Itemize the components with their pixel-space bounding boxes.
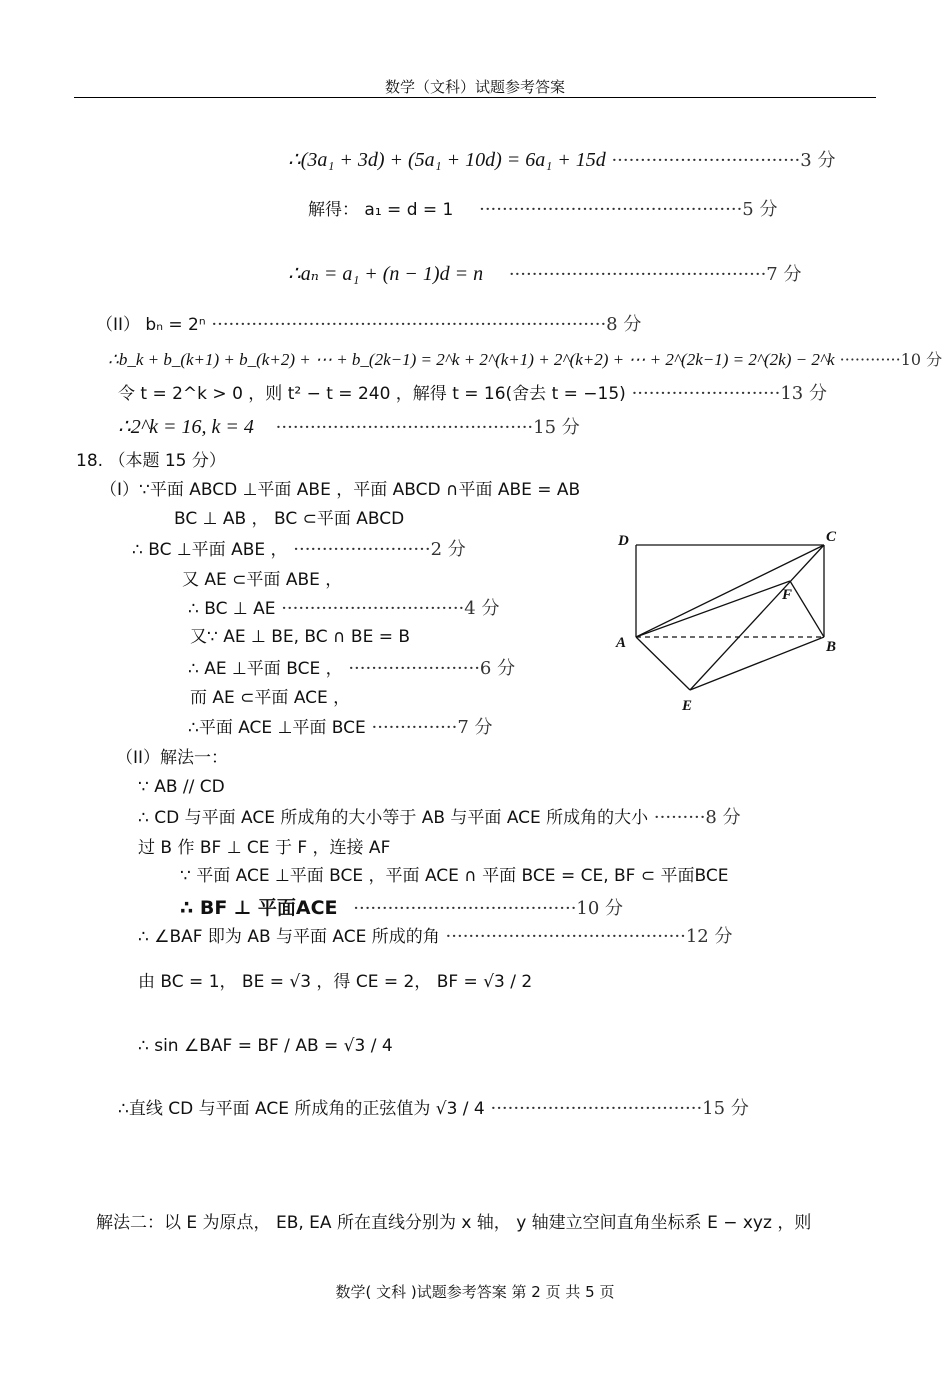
- line-14: [188, 657, 515, 681]
- part-ii-method-2: 解法二：以 E 为原点， EB, EA 所在直线分别为 x 轴， y 轴建立空间直角坐标系 E − xyz ，则: [96, 1213, 812, 1233]
- score-dots: ···············7 分: [371, 717, 493, 738]
- score-dots: ································4 分: [281, 598, 500, 619]
- score-dots: ··························13 分: [631, 383, 827, 404]
- line-23: [138, 925, 732, 949]
- part-i-premise: （I）∵平面 ABCD ⊥平面 ABE ，平面 ABCD ∩平面 ABE = AB: [100, 480, 581, 500]
- part-ii-bn: （II） bₙ = 2ⁿ: [96, 315, 206, 335]
- label-f: F: [782, 587, 793, 603]
- score-dots: ·············································15 分: [275, 417, 580, 438]
- score-dots: ··············································5 分: [479, 199, 778, 220]
- line-12: [188, 597, 499, 621]
- solve-result: 解得： a₁ = d = 1: [308, 200, 454, 220]
- line-21: [180, 864, 728, 888]
- edge-ae: [636, 637, 690, 690]
- edge-bf: [790, 581, 824, 637]
- plane-ace-perp-bce: ∴平面 ACE ⊥平面 BCE: [188, 718, 366, 738]
- line-9: [174, 507, 404, 531]
- line-24: [138, 970, 532, 994]
- line-10: [132, 538, 466, 562]
- line-8: [100, 478, 580, 502]
- line-16: [188, 716, 493, 740]
- eq-sum-terms: ∴(3a₁ + 3d) + (5a₁ + 10d) = 6a₁ + 15d: [288, 149, 606, 171]
- angle-equivalence: ∴ CD 与平面 ACE 所成角的大小等于 AB 与平面 ACE 所成角的大小: [138, 808, 649, 828]
- line-26: [118, 1097, 749, 1121]
- bc-perp-ae: ∴ BC ⊥ AE: [188, 599, 276, 619]
- line-20: [138, 836, 390, 860]
- construct-bf: 过 B 作 BF ⊥ CE 于 F ，连接 AF: [138, 838, 391, 858]
- problem-18-heading: 18. （本题 15 分）: [76, 451, 226, 471]
- line-15: [190, 686, 350, 710]
- label-e: E: [682, 698, 693, 714]
- length-computation: 由 BC = 1， BE = √3 ，得 CE = 2， BF = √3 / 2: [138, 972, 533, 992]
- line-2: [288, 262, 801, 287]
- line-7: [76, 449, 226, 473]
- bf-perp-plane-ace: ∴ BF ⊥ 平面ACE: [180, 897, 338, 919]
- score-dots: ·············································7 分: [508, 264, 802, 285]
- sin-baf: ∴ sin ∠BAF = BF / AB = √3 / 4: [138, 1036, 393, 1056]
- geometry-figure: [610, 525, 850, 715]
- line-22: [180, 896, 623, 921]
- line-3: [96, 313, 641, 337]
- line-6: [118, 415, 580, 440]
- line-19: [138, 806, 741, 830]
- edge-eb: [690, 637, 824, 690]
- eq-k-value: ∴2^k = 16, k = 4: [118, 416, 254, 438]
- ae-in-plane-ace: 而 AE ⊂平面 ACE ，: [190, 688, 351, 708]
- edge-ce: [690, 545, 824, 690]
- line-1: [308, 198, 777, 222]
- ae-perp-plane-bce: ∴ AE ⊥平面 BCE ，: [188, 659, 343, 679]
- ae-in-plane-abe: 又 AE ⊂平面 ABE ，: [182, 570, 343, 590]
- score-dots: ·····································································8 分: [211, 314, 642, 335]
- line-17: [116, 746, 228, 770]
- score-dots: ··········································12 分: [445, 926, 733, 947]
- line-18: [138, 775, 225, 799]
- score-dots: ·····································15 分: [490, 1098, 749, 1119]
- edge-af: [636, 581, 793, 637]
- label-c: C: [826, 529, 837, 545]
- score-dots: ························2 分: [293, 539, 466, 560]
- score-dots: ·········8 分: [653, 807, 741, 828]
- line-27: [96, 1211, 811, 1235]
- eq-substitution: 令 t = 2^k > 0 ，则 t² − t = 240 ，解得 t = 16(舍去 t = −15): [118, 384, 626, 404]
- page-header-title: 数学（文科）试题参考答案: [384, 78, 565, 96]
- label-d: D: [618, 533, 629, 549]
- header-rule: [74, 97, 876, 98]
- line-11: [182, 568, 342, 592]
- plane-intersection-statement: ∵ 平面 ACE ⊥平面 BCE ，平面 ACE ∩ 平面 BCE = CE, BF ⊂ 平面BCE: [180, 866, 729, 886]
- line-4: [108, 348, 942, 372]
- page-footer: 数学( 文科 )试题参考答案 第 2 页 共 5 页: [335, 1283, 615, 1301]
- bc-perp-ab: BC ⊥ AB ， BC ⊂平面 ABCD: [174, 509, 405, 529]
- final-sine-value: ∴直线 CD 与平面 ACE 所成角的正弦值为 √3 / 4: [118, 1099, 485, 1119]
- score-dots: ·······································10 分: [353, 898, 624, 919]
- score-dots: ·······················6 分: [348, 658, 516, 679]
- line-5: [118, 382, 827, 406]
- line-13: [190, 625, 410, 649]
- eq-bk-sum: ∴b_k + b_(k+1) + b_(k+2) + ⋯ + b_(2k−1) = 2^k + 2^(k+1) + 2^(k+2) + ⋯ + 2^(2k−1) = 2^(2k) − 2^k: [108, 350, 835, 369]
- score-dots: ············10 分: [839, 350, 943, 369]
- score-dots: ·································3 分: [611, 150, 836, 171]
- label-a: A: [616, 635, 627, 651]
- label-b: B: [826, 639, 837, 655]
- angle-baf-statement: ∴ ∠BAF 即为 AB 与平面 ACE 所成的角: [138, 927, 440, 947]
- line-25: [138, 1034, 393, 1058]
- ae-perp-be: 又∵ AE ⊥ BE, BC ∩ BE = B: [190, 627, 411, 647]
- ab-parallel-cd: ∵ AB // CD: [138, 777, 225, 797]
- line-0: [288, 148, 835, 173]
- eq-an: ∴aₙ = a₁ + (n − 1)d = n: [288, 263, 484, 285]
- part-ii-method-1: （II）解法一：: [116, 748, 229, 768]
- bc-perp-plane-abe: ∴ BC ⊥平面 ABE ，: [132, 540, 288, 560]
